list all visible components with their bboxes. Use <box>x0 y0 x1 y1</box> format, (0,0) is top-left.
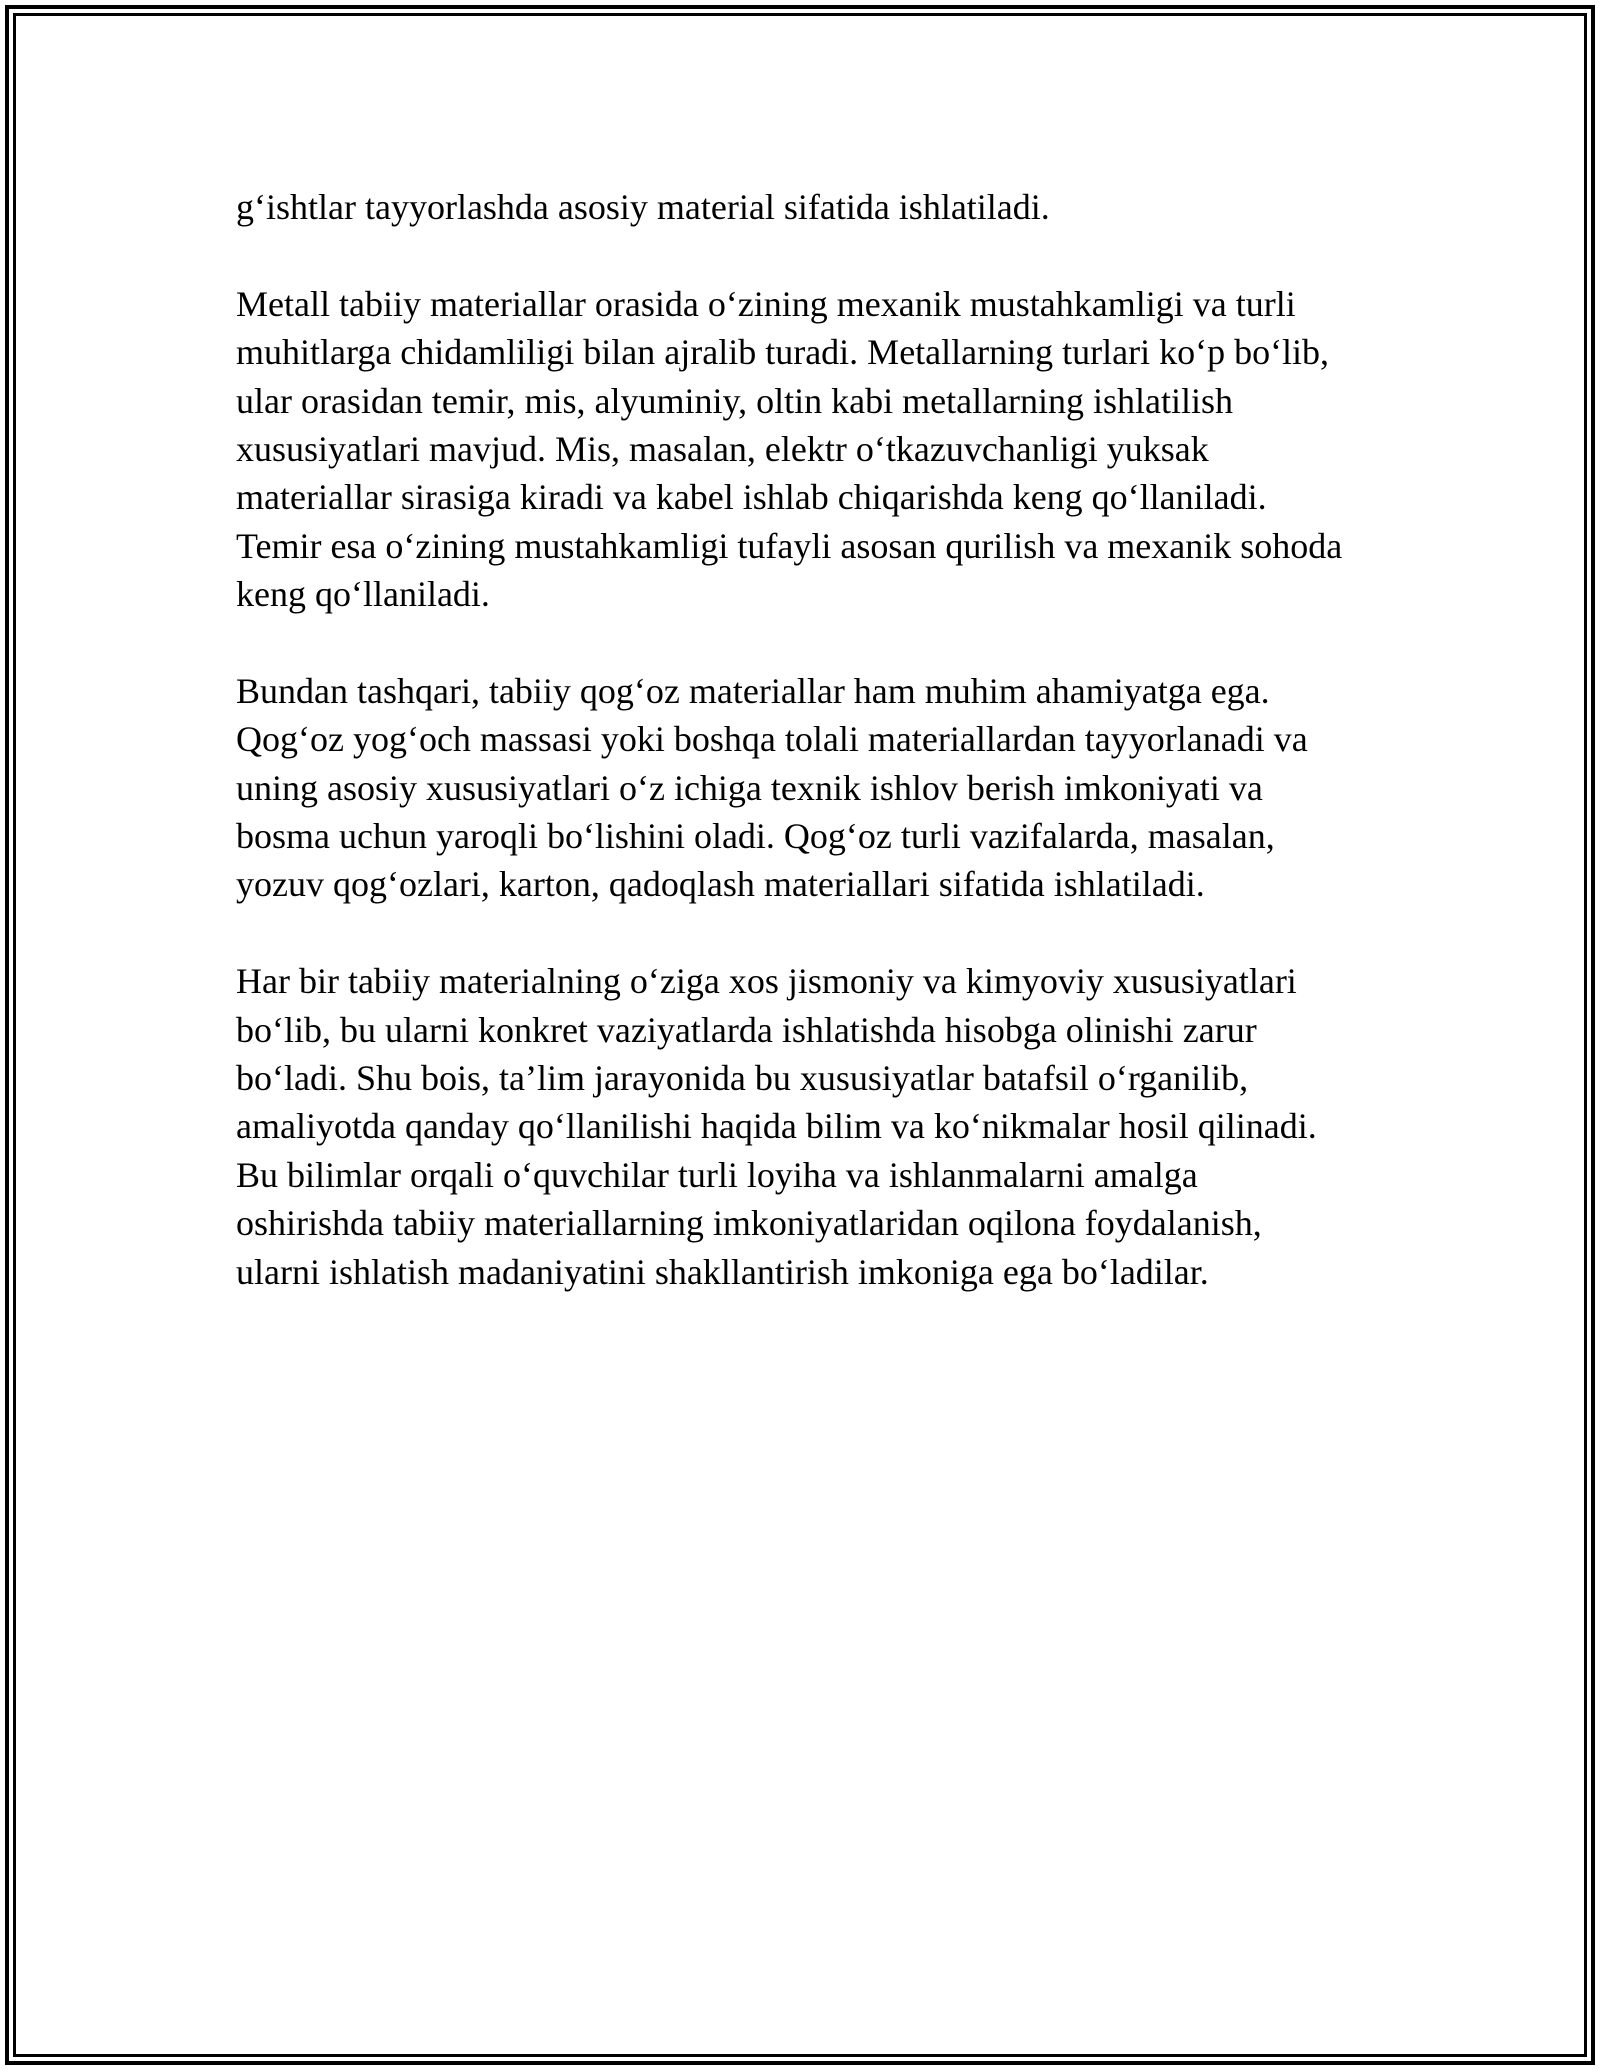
text-line: bo‘ladi. Shu bois, ta’lim jarayonida bu xususiyatlar batafsil o‘rganilib, <box>236 1058 1249 1099</box>
text-line: yozuv qog‘ozlari, karton, qadoqlash materiallari sifatida ishlatiladi. <box>236 864 1205 905</box>
text-line: amaliyotda qanday qo‘llanilishi haqida bilim va ko‘nikmalar hosil qilinadi. <box>236 1106 1317 1147</box>
text-line: Bu bilimlar orqali o‘quvchilar turli loyiha va ishlanmalarni amalga <box>236 1154 1198 1195</box>
paragraph <box>236 667 1436 909</box>
text-line: uning asosiy xususiyatlari o‘z ichiga texnik ishlov berish imkoniyati va <box>236 767 1263 808</box>
text-line: ular orasidan temir, mis, alyuminiy, oltin kabi metallarning ishlatilish <box>236 380 1234 421</box>
text-line: Temir esa o‘zining mustahkamligi tufayli asosan qurilish va mexanik sohoda <box>236 525 1343 566</box>
text-line: muhitlarga chidamliligi bilan ajralib turadi. Metallarning turlari ko‘p bo‘lib, <box>236 332 1330 373</box>
text-line: Har bir tabiiy materialning o‘ziga xos jismoniy va kimyoviy xususiyatlari <box>236 961 1297 1002</box>
paragraph <box>236 957 1436 1296</box>
text-line: oshirishda tabiiy materiallarning imkoniyatlaridan oqilona foydalanish, <box>236 1203 1262 1244</box>
text-line: xususiyatlari mavjud. Mis, masalan, elektr o‘tkazuvchanligi yuksak <box>236 428 1209 469</box>
text-line: ularni ishlatish madaniyatini shakllantirish imkoniga ega bo‘ladilar. <box>236 1251 1209 1292</box>
text-line: Metall tabiiy materiallar orasida o‘zining mexanik mustahkamligi va turli <box>236 283 1296 324</box>
text-line: g‘ishtlar tayyorlashda asosiy material sifatida ishlatiladi. <box>236 187 1050 227</box>
document-body <box>236 183 1436 1296</box>
paragraph <box>236 280 1436 619</box>
text-line: bo‘lib, bu ularni konkret vaziyatlarda ishlatishda hisobga olinishi zarur <box>236 1009 1257 1050</box>
text-line: materiallar sirasiga kiradi va kabel ishlab chiqarishda keng qo‘llaniladi. <box>236 477 1267 518</box>
paragraph <box>236 183 1436 231</box>
text-line: keng qo‘llaniladi. <box>236 574 490 615</box>
text-line: Qog‘oz yog‘och massasi yoki boshqa tolali materiallardan tayyorlanadi va <box>236 719 1308 760</box>
text-line: Bundan tashqari, tabiiy qog‘oz materiallar ham muhim ahamiyatga ega. <box>236 670 1270 711</box>
text-line: bosma uchun yaroqli bo‘lishini oladi. Qog‘oz turli vazifalarda, masalan, <box>236 816 1275 857</box>
